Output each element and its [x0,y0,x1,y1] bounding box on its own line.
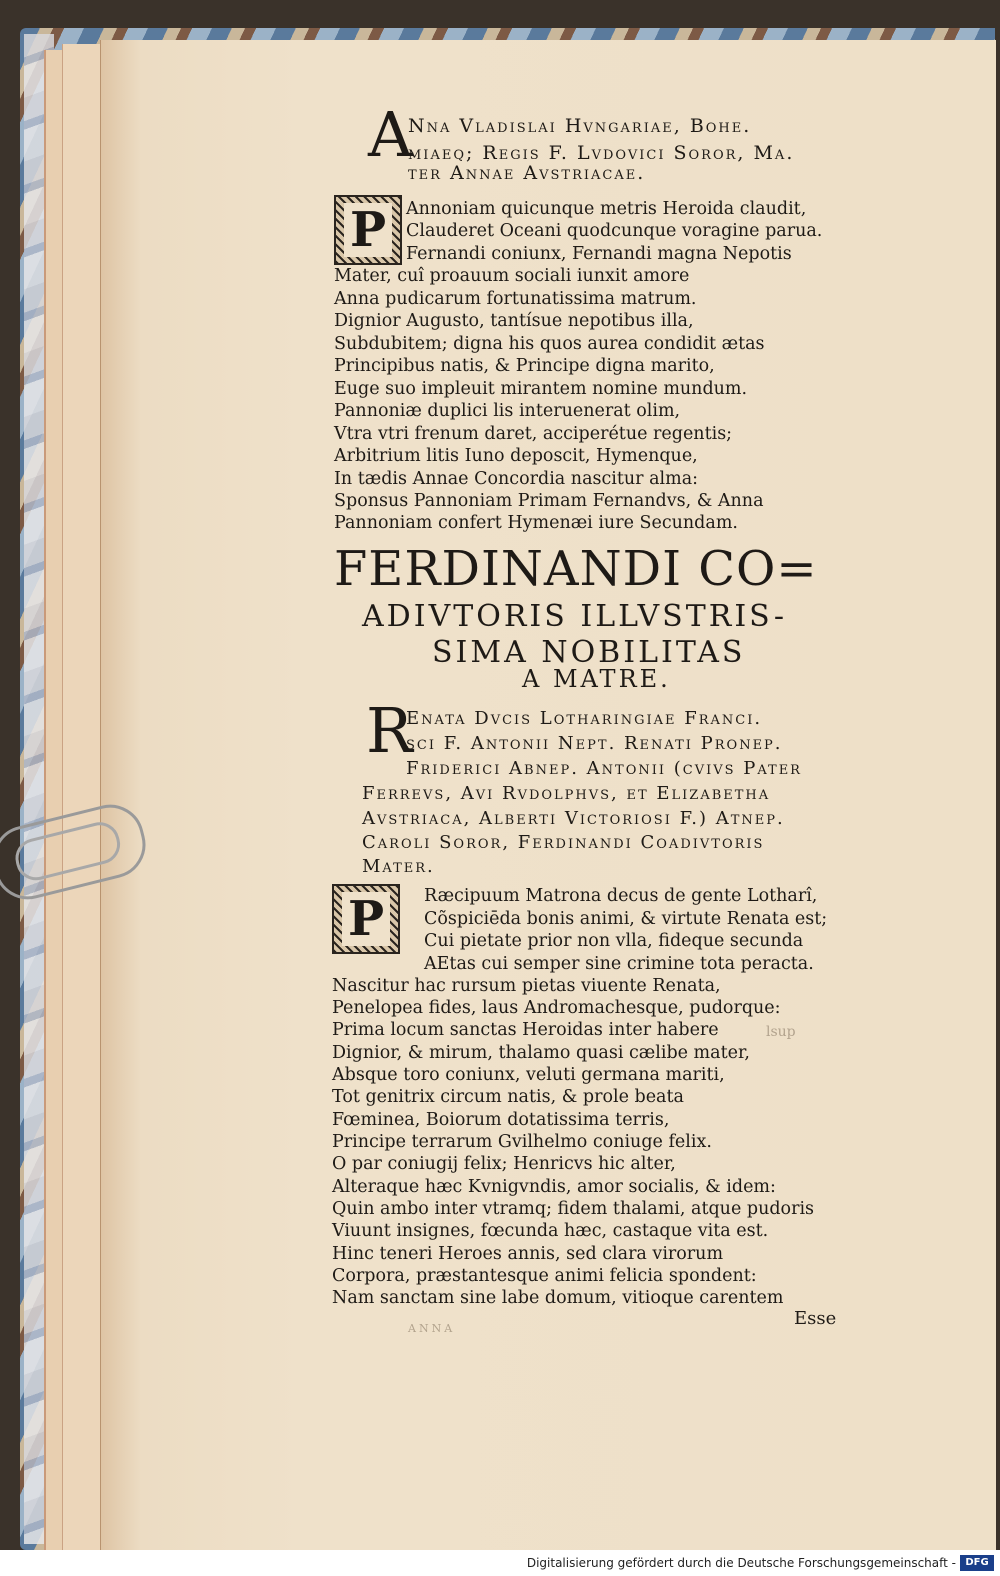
section-title-line: SIMA NOBILITAS [432,635,746,670]
dfg-logo: DFG [960,1555,994,1571]
footer-credit: Digitalisierung gefördert durch die Deutsche Forschungsgemeinschaft - [526,1556,956,1570]
verse-line: Arbitrium litis Iuno deposcit, Hymenque, [334,446,698,466]
verse-line: Alteraque hæc Kvnigvndis, amor socialis, & idem: [332,1177,776,1197]
verse-line: Pannoniæ duplici lis interuenerat olim, [334,401,681,421]
verse-line: Pannoniam confert Hymenæi iure Secundam. [334,513,738,533]
verse-line: Principibus natis, & Principe digna marito, [334,356,715,376]
verse-line: Fernandi coniunx, Fernandi magna Nepotis [406,244,792,264]
verse-line: O par coniugij felix; Henricvs hic alter, [332,1154,676,1174]
heading1-line: ter Annae Avstriacae. [408,162,646,184]
verse-line: Subdubitem; digna his quos aurea condidit ætas [334,334,765,354]
verse-line: Sponsus Pannoniam Primam Fernandvs, & Anna [334,491,764,511]
heading2-line: Ferrevs, Avi Rvdolphvs, et Elizabetha [362,783,771,804]
verse-line: Ræcipuum Matrona decus de gente Lotharî, [424,886,818,906]
bleed-through-text: ANNA [408,1322,456,1335]
verse-line: Hinc teneri Heroes annis, sed clara virorum [332,1244,724,1264]
heading1-initial: A [368,98,413,171]
heading2-line: sci F. Antonii Nept. Renati Pronep. [406,733,783,754]
bleed-through-text: lsup [766,1024,796,1040]
verse-line: Absque toro coniunx, veluti germana mariti, [332,1065,725,1085]
verse-line: Vtra vtri frenum daret, acciperétue regentis; [334,424,733,444]
verse-line: Fœminea, Boiorum dotatissima terris, [332,1110,670,1130]
heading2-line: Avstriaca, Alberti Victoriosi F.) Atnep. [362,808,785,829]
verse-line: Cõspiciēda bonis animi, & virtute Renata est; [424,909,828,929]
verse-line: Principe terrarum Gvilhelmo coniuge felix. [332,1132,712,1152]
verse-line: Viuunt insignes, fœcunda hæc, castaque vita est. [332,1221,769,1241]
heading2-line: Friderici Abnep. Antonii (cvivs Pater [406,758,802,779]
verse-line: Prima locum sanctas Heroidas inter habere [332,1020,719,1040]
verse-line: Annoniam quicunque metris Heroida claudit, [406,199,807,219]
section-title-line: FERDINANDI CO= [334,541,818,597]
verse-line: Euge suo impleuit mirantem nomine mundum. [334,379,748,399]
heading1-line: Nna Vladislai Hvngariae, Bohe. [408,115,752,137]
verse-line: AEtas cui semper sine crimine tota peracta. [424,954,814,974]
verse-line: Quin ambo inter vtramq; fidem thalami, atque pudoris [332,1199,815,1219]
heading2-line: Mater. [362,856,435,877]
catchword: Esse [794,1308,837,1329]
heading2-line: Caroli Soror, Ferdinandi Coadivtoris [362,832,765,853]
verse-line: Nascitur hac rursum pietas viuente Renata, [332,976,721,996]
section-title-line: A MATRE. [522,665,671,693]
verse-line: Dignior, & mirum, thalamo quasi cælibe mater, [332,1043,750,1063]
verse-line: Clauderet Oceani quodcunque voragine parua. [406,221,823,241]
heading2-line: Enata Dvcis Lotharingiae Franci. [406,708,763,729]
section-title-line: ADIVTORIS ILLVSTRIS- [362,599,787,634]
footer-bar [0,1550,1000,1576]
verse-line: Anna pudicarum fortunatissima matrum. [334,289,697,309]
verse-line: Penelopea fides, laus Andromachesque, pudorque: [332,998,781,1018]
verse-line: Cui pietate prior non vlla, fideque secunda [424,931,804,951]
heading1-line: miaeq; Regis F. Lvdovici Soror, Ma. [408,142,795,164]
heading2-initial: R [366,694,413,767]
verse-line: Tot genitrix circum natis, & prole beata [332,1087,684,1107]
verse-line: Corpora, præstantesque animi felicia spondent: [332,1266,757,1286]
ornamental-initial: P [332,884,400,954]
verse-line: Mater, cuî proauum sociali iunxit amore [334,266,690,286]
ornamental-initial: P [334,195,402,265]
verse-line: Nam sanctam sine labe domum, vitioque carentem [332,1288,784,1308]
verse-line: In tædis Annae Concordia nascitur alma: [334,469,699,489]
verse-line: Dignior Augusto, tantísue nepotibus illa, [334,311,694,331]
